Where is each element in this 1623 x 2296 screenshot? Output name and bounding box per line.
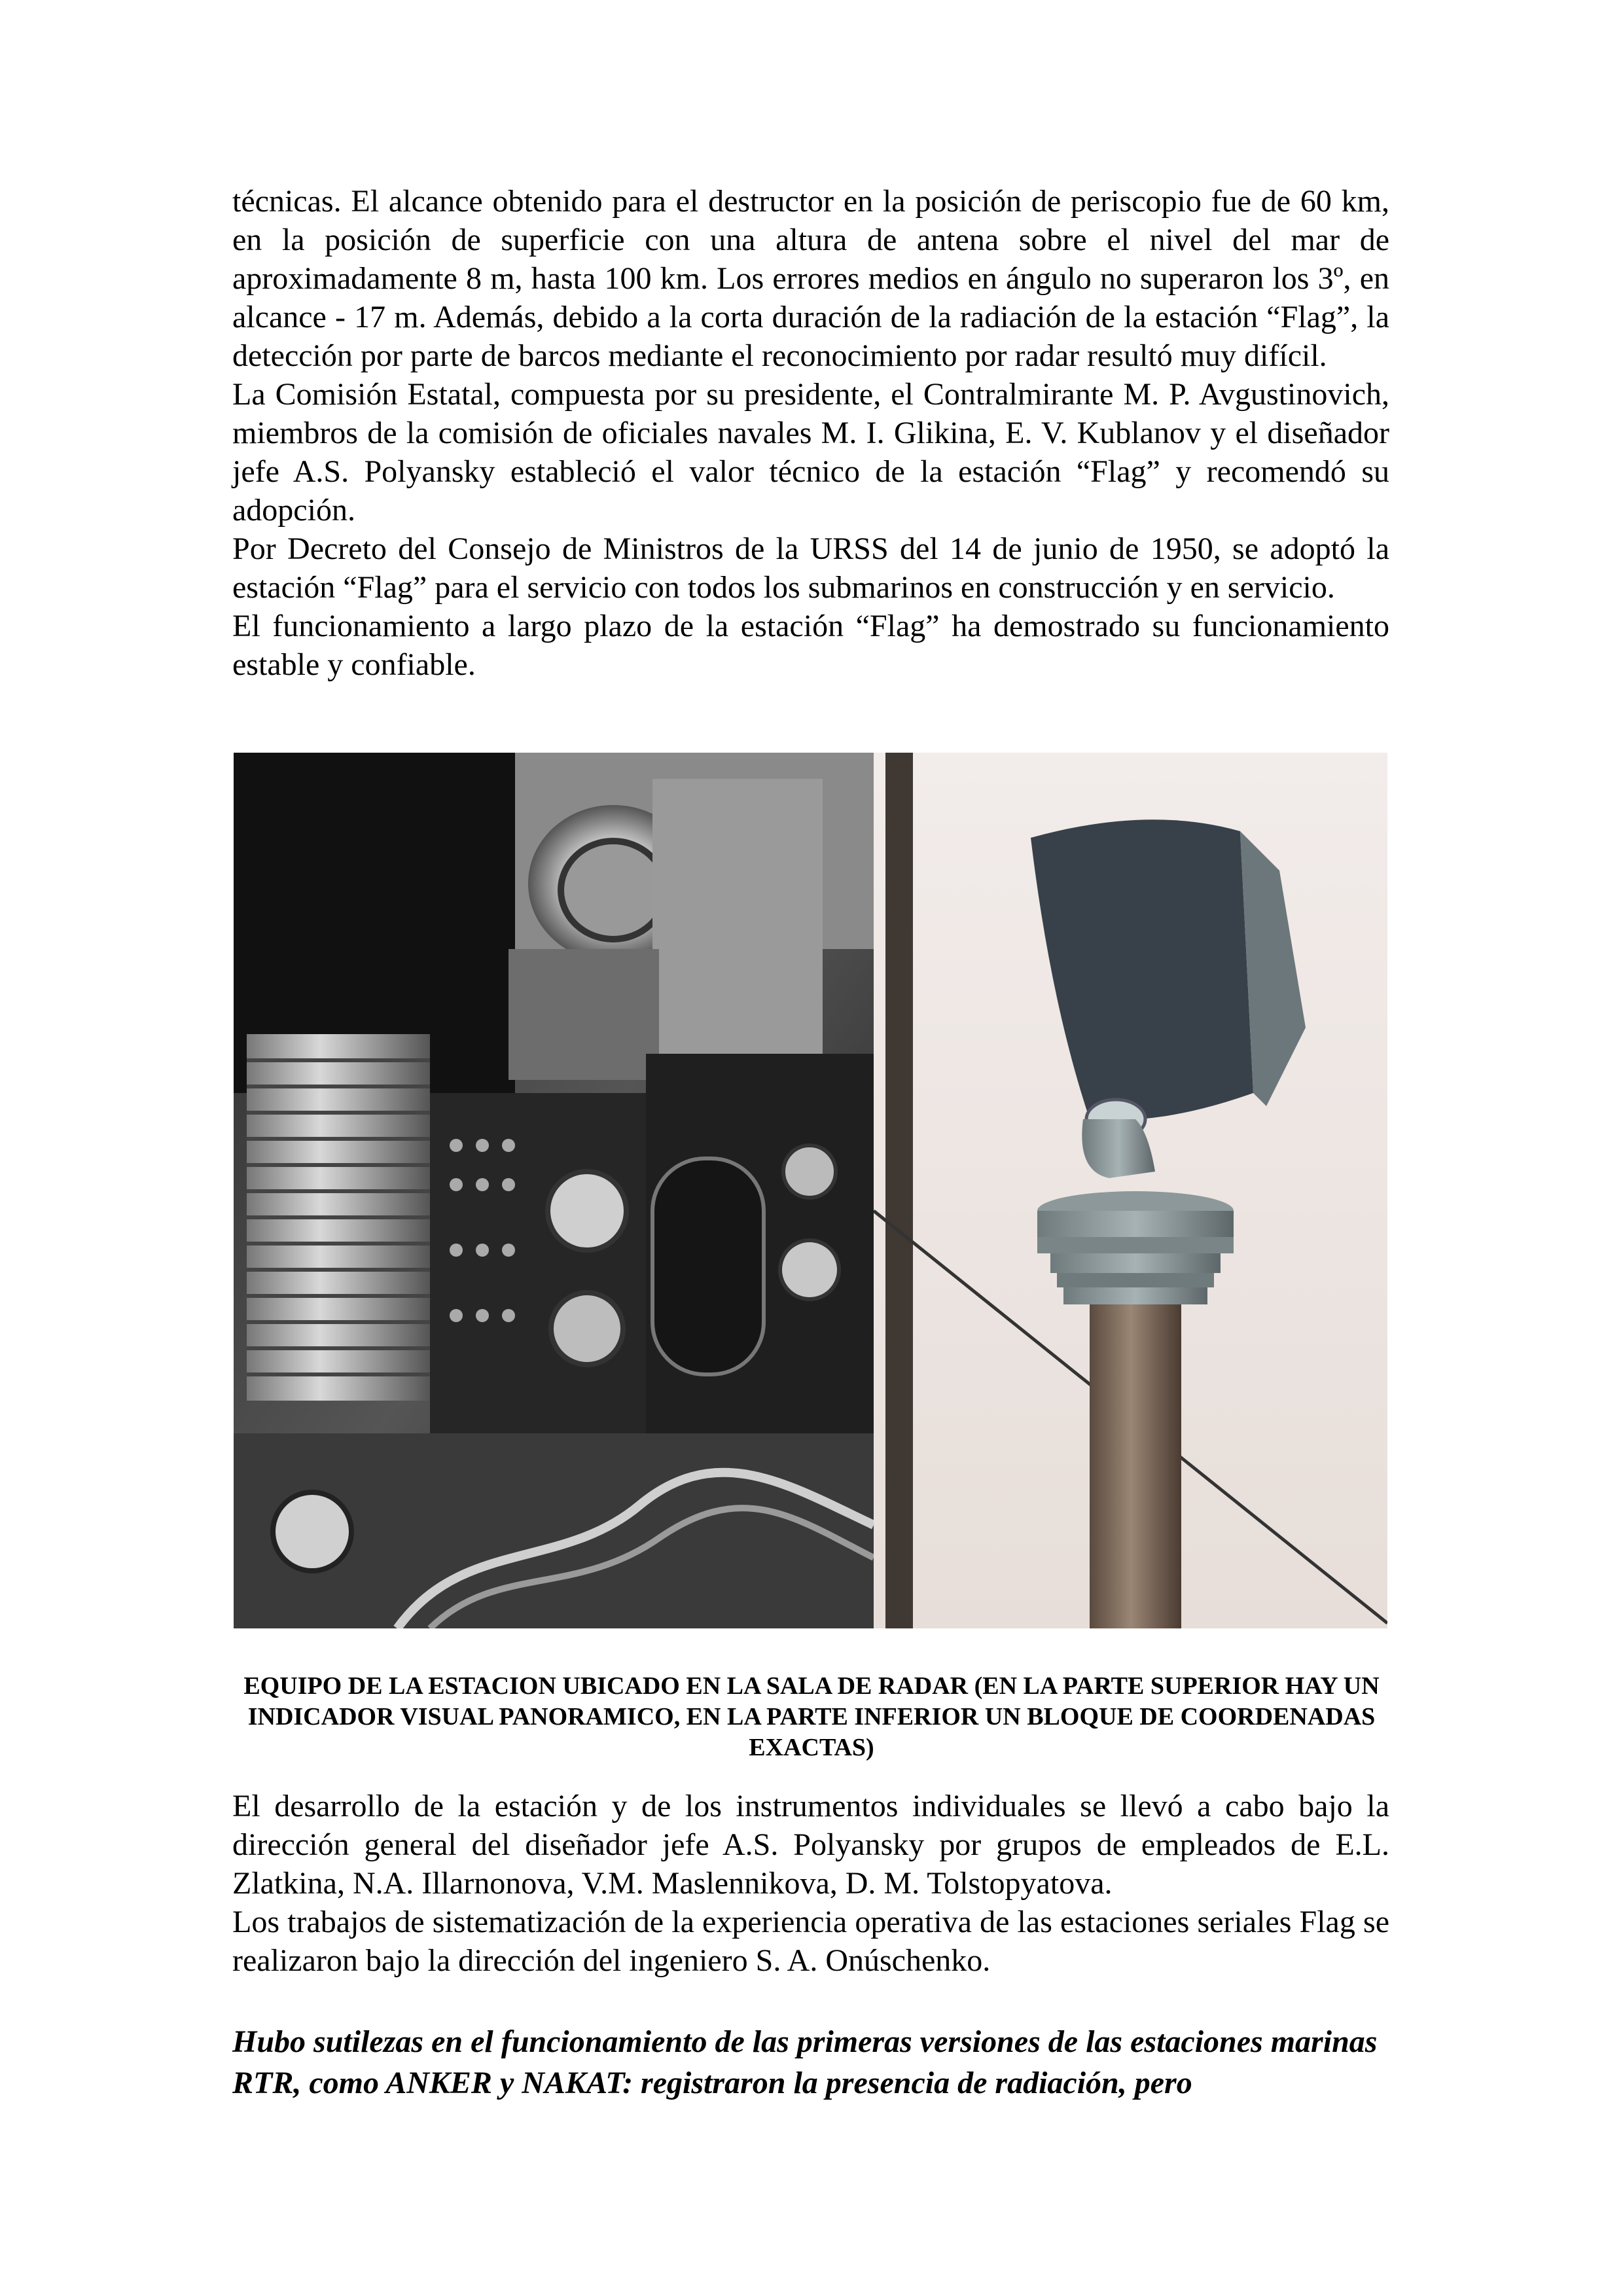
photo-antenna	[874, 753, 1387, 1628]
paragraph-development: El desarrollo de la estación y de los instrumentos individuales se llevó a cabo bajo la dirección general del diseñador jefe A.S. Polyansky por grupos de empleados de E.L. Zlatkina, N.A. Illarnonova, V.M. Maslennikova, D. M. Tolstopyatova.	[232, 1789, 1389, 1901]
figure-photos	[234, 753, 1387, 1628]
paragraph-ranges: técnicas. El alcance obtenido para el destructor en la posición de periscopio fue de 60 km, en la posición de superficie con una altura de antena sobre el nivel del mar de aproximadamente 8 m, hasta 100 km. Los errores medios en ángulo no superaron los 3º, en alcance - 17 m. Además, debido a la corta duración de la radiación de la estación “Flag”, la detección por parte de barcos mediante el reconocimiento por radar resultó muy difícil.	[232, 184, 1389, 373]
paragraph-systematization: Los trabajos de sistematización de la experiencia operativa de las estaciones seriales Flag se realizaron bajo la dirección del ingeniero S. A. Onúschenko.	[232, 1905, 1389, 1978]
intro-text	[232, 182, 1389, 684]
paragraph-commission: La Comisión Estatal, compuesta por su presidente, el Contralmirante M. P. Avgustinovich, miembros de la comisión de oficiales navales M. I. Glikina, E. V. Kublanov y el diseñador jefe A.S. Polyansky estableció el valor técnico de la estación “Flag” y recomendó su adopción.	[232, 377, 1389, 528]
figure-caption: EQUIPO DE LA ESTACION UBICADO EN LA SALA DE RADAR (EN LA PARTE SUPERIOR HAY UN INDICADOR VISUAL PANORAMICO, EN LA PARTE INFERIOR UN BLOQUE DE COORDENADAS EXACTAS)	[243, 1672, 1380, 1761]
closing-italic-text: Hubo sutilezas en el funcionamiento de las primeras versiones de las estaciones marinas RTR, como ANKER y NAKAT: registraron la presencia de radiación, pero	[232, 2024, 1378, 2100]
after-text	[232, 1787, 1389, 1980]
photo-radar-equipment	[234, 753, 874, 1628]
paragraph-operation: El funcionamiento a largo plazo de la estación “Flag” ha demostrado su funcionamiento estable y confiable.	[232, 609, 1389, 682]
paragraph-decree: Por Decreto del Consejo de Ministros de la URSS del 14 de junio de 1950, se adoptó la estación “Flag” para el servicio con todos los submarinos en construcción y en servicio.	[232, 531, 1389, 605]
closing-italic-heading	[232, 2021, 1389, 2104]
